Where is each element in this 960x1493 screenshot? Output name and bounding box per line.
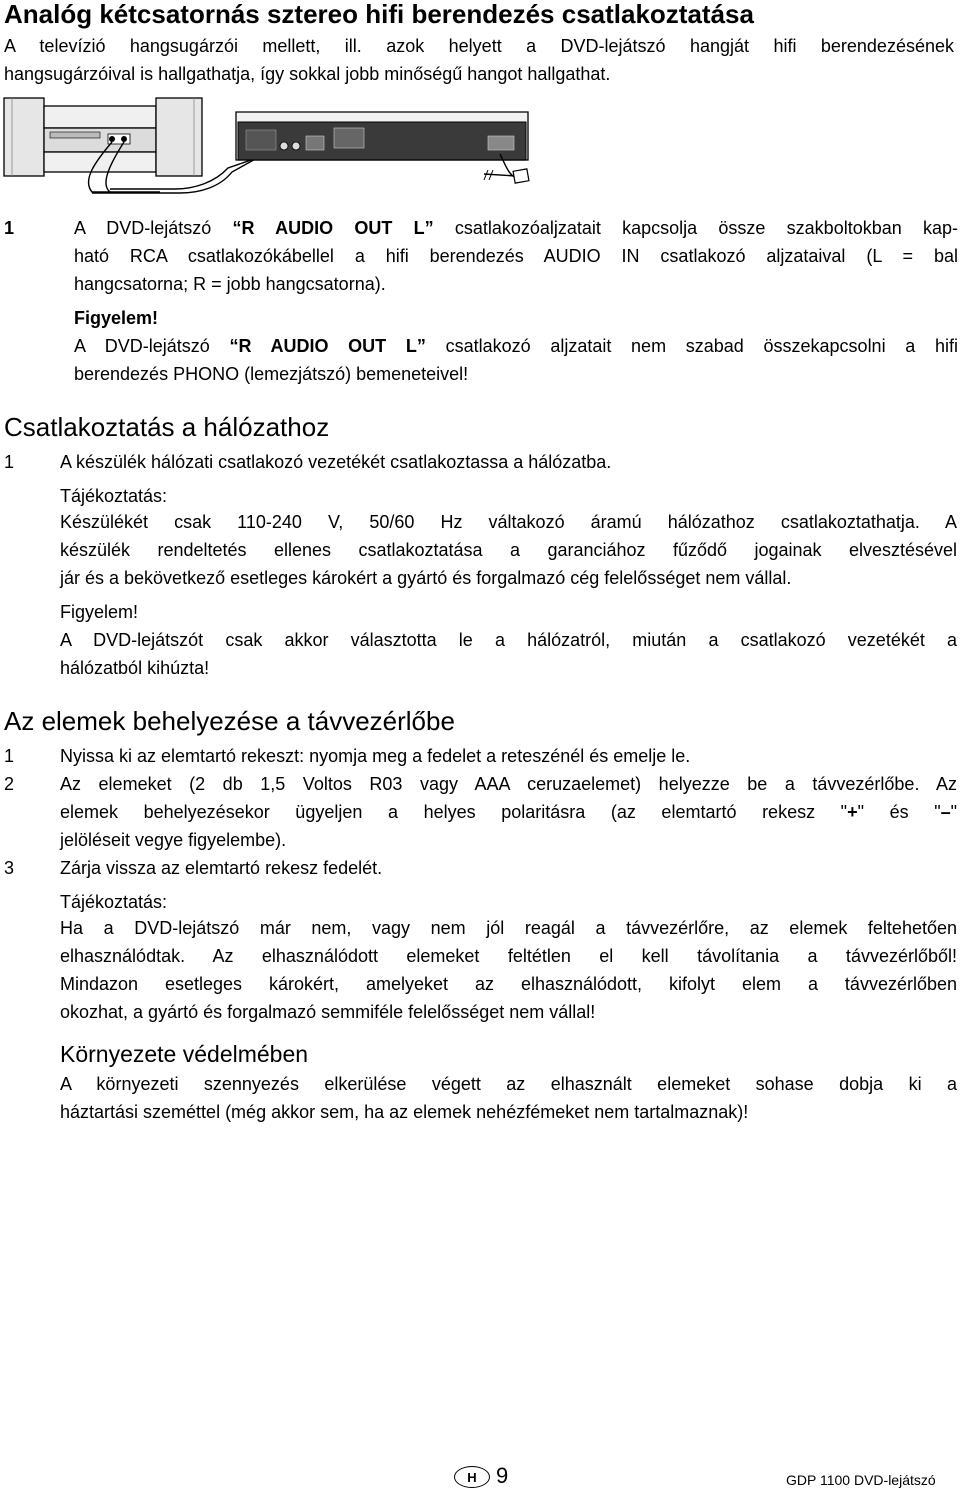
hifi-system-drawing xyxy=(4,98,202,176)
warning-text: hálózatból kihúzta! xyxy=(60,658,210,678)
info-text: okozhat, a gyártó és forgalmazó semmiféle felelősséget nem vállal! xyxy=(60,1002,596,1022)
intro-line: A televízió hangsugárzói mellett, ill. azok helyett a DVD-lejátszó hangját hifi berendezésének xyxy=(4,36,954,56)
step-text: hangcsatorna; R = jobb hangcsatorna). xyxy=(74,274,386,294)
dvd-player-drawing xyxy=(236,112,528,160)
step-number: 1 xyxy=(4,746,15,766)
warning-text: A DVD-lejátszót csak akkor választotta le a hálózatról, miután a csatlakozó vezetékét a xyxy=(60,630,957,650)
page-number: 9 xyxy=(496,1463,509,1488)
section-title-mains: Csatlakoztatás a hálózathoz xyxy=(4,412,330,442)
environment-text: háztartási szeméttel (még akkor sem, ha az elemek nehézfémeket nem tartalmaznak)! xyxy=(60,1102,749,1122)
step-text: A DVD-lejátszó “R AUDIO OUT L” csatlakozóaljzatait kapcsolja össze szakboltokban kap- xyxy=(74,218,959,238)
connection-illustration xyxy=(0,92,540,194)
step-text: ható RCA csatlakozókábellel a hifi berendezés AUDIO IN csatlakozó aljzataival (L = bal xyxy=(74,246,958,266)
step-number: 1 xyxy=(4,452,15,472)
step-text: Zárja vissza az elemtartó rekesz fedelét. xyxy=(60,858,383,878)
info-text: készülék rendeltetés ellenes csatlakoztatása a garanciához fűződő jogainak elvesztésével xyxy=(60,540,957,560)
info-text: Mindazon esetleges károkért, amelyeket az elhasználódott, kifolyt elem a távvezérlőben xyxy=(60,974,957,994)
info-text: Készülékét csak 110-240 V, 50/60 Hz váltakozó áramú hálózathoz csatlakoztathatja. A xyxy=(60,512,957,532)
environment-text: A környezeti szennyezés elkerülése végett az elhasznált elemeket sohase dobja ki a xyxy=(60,1074,957,1094)
step-number: 1 xyxy=(4,218,15,238)
warning-text: berendezés PHONO (lemezjátszó) bemeneteivel! xyxy=(74,364,469,384)
step-text: A készülék hálózati csatlakozó vezetékét csatlakoztassa a hálózatba. xyxy=(60,452,612,472)
info-label: Tájékoztatás: xyxy=(60,486,168,506)
step-text: elemek behelyezésekor ügyeljen a helyes polaritásra (az elemtartó rekesz "+" és "–" xyxy=(60,802,957,822)
info-text: elhasználódtak. Az elhasználódott elemeket feltétlen el kell távolítania a távvezérlőből! xyxy=(60,946,957,966)
info-label: Tájékoztatás: xyxy=(60,892,168,912)
step-text: Nyissa ki az elemtartó rekeszt: nyomja meg a fedelet a reteszénél és emelje le. xyxy=(60,746,691,766)
warning-label: Figyelem! xyxy=(74,308,159,328)
step-number: 2 xyxy=(4,774,15,794)
warning-text: A DVD-lejátszó “R AUDIO OUT L” csatlakozó aljzatait nem szabad összekapcsolni a hifi xyxy=(74,336,958,356)
product-name: GDP 1100 DVD-lejátszó xyxy=(786,1472,936,1488)
intro-line: hangsugárzóival is hallgathatja, így sokkal jobb minőségű hangot hallgathat. xyxy=(4,64,611,84)
info-text: Ha a DVD-lejátszó már nem, vagy nem jól reagál a távvezérlőre, az elemek feltehetően xyxy=(60,918,957,938)
step-text: jelöléseit vegye figyelembe). xyxy=(60,830,287,850)
step-text: Az elemeket (2 db 1,5 Voltos R03 vagy AAA ceruzaelemet) helyezze be a távvezérlőbe. Az xyxy=(60,774,957,794)
language-badge: H xyxy=(454,1466,490,1488)
section-title-batteries: Az elemek behelyezése a távvezérlőbe xyxy=(4,706,455,736)
warning-label: Figyelem! xyxy=(60,602,139,622)
step-number: 3 xyxy=(4,858,15,878)
section-title-hifi: Analóg kétcsatornás sztereo hifi berendezés csatlakoztatása xyxy=(4,0,754,29)
info-text: jár és a bekövetkező esetleges károkért a gyártó és forgalmazó cég felelősséget nem vállal. xyxy=(60,568,792,588)
section-title-environment: Környezete védelmében xyxy=(60,1041,309,1067)
